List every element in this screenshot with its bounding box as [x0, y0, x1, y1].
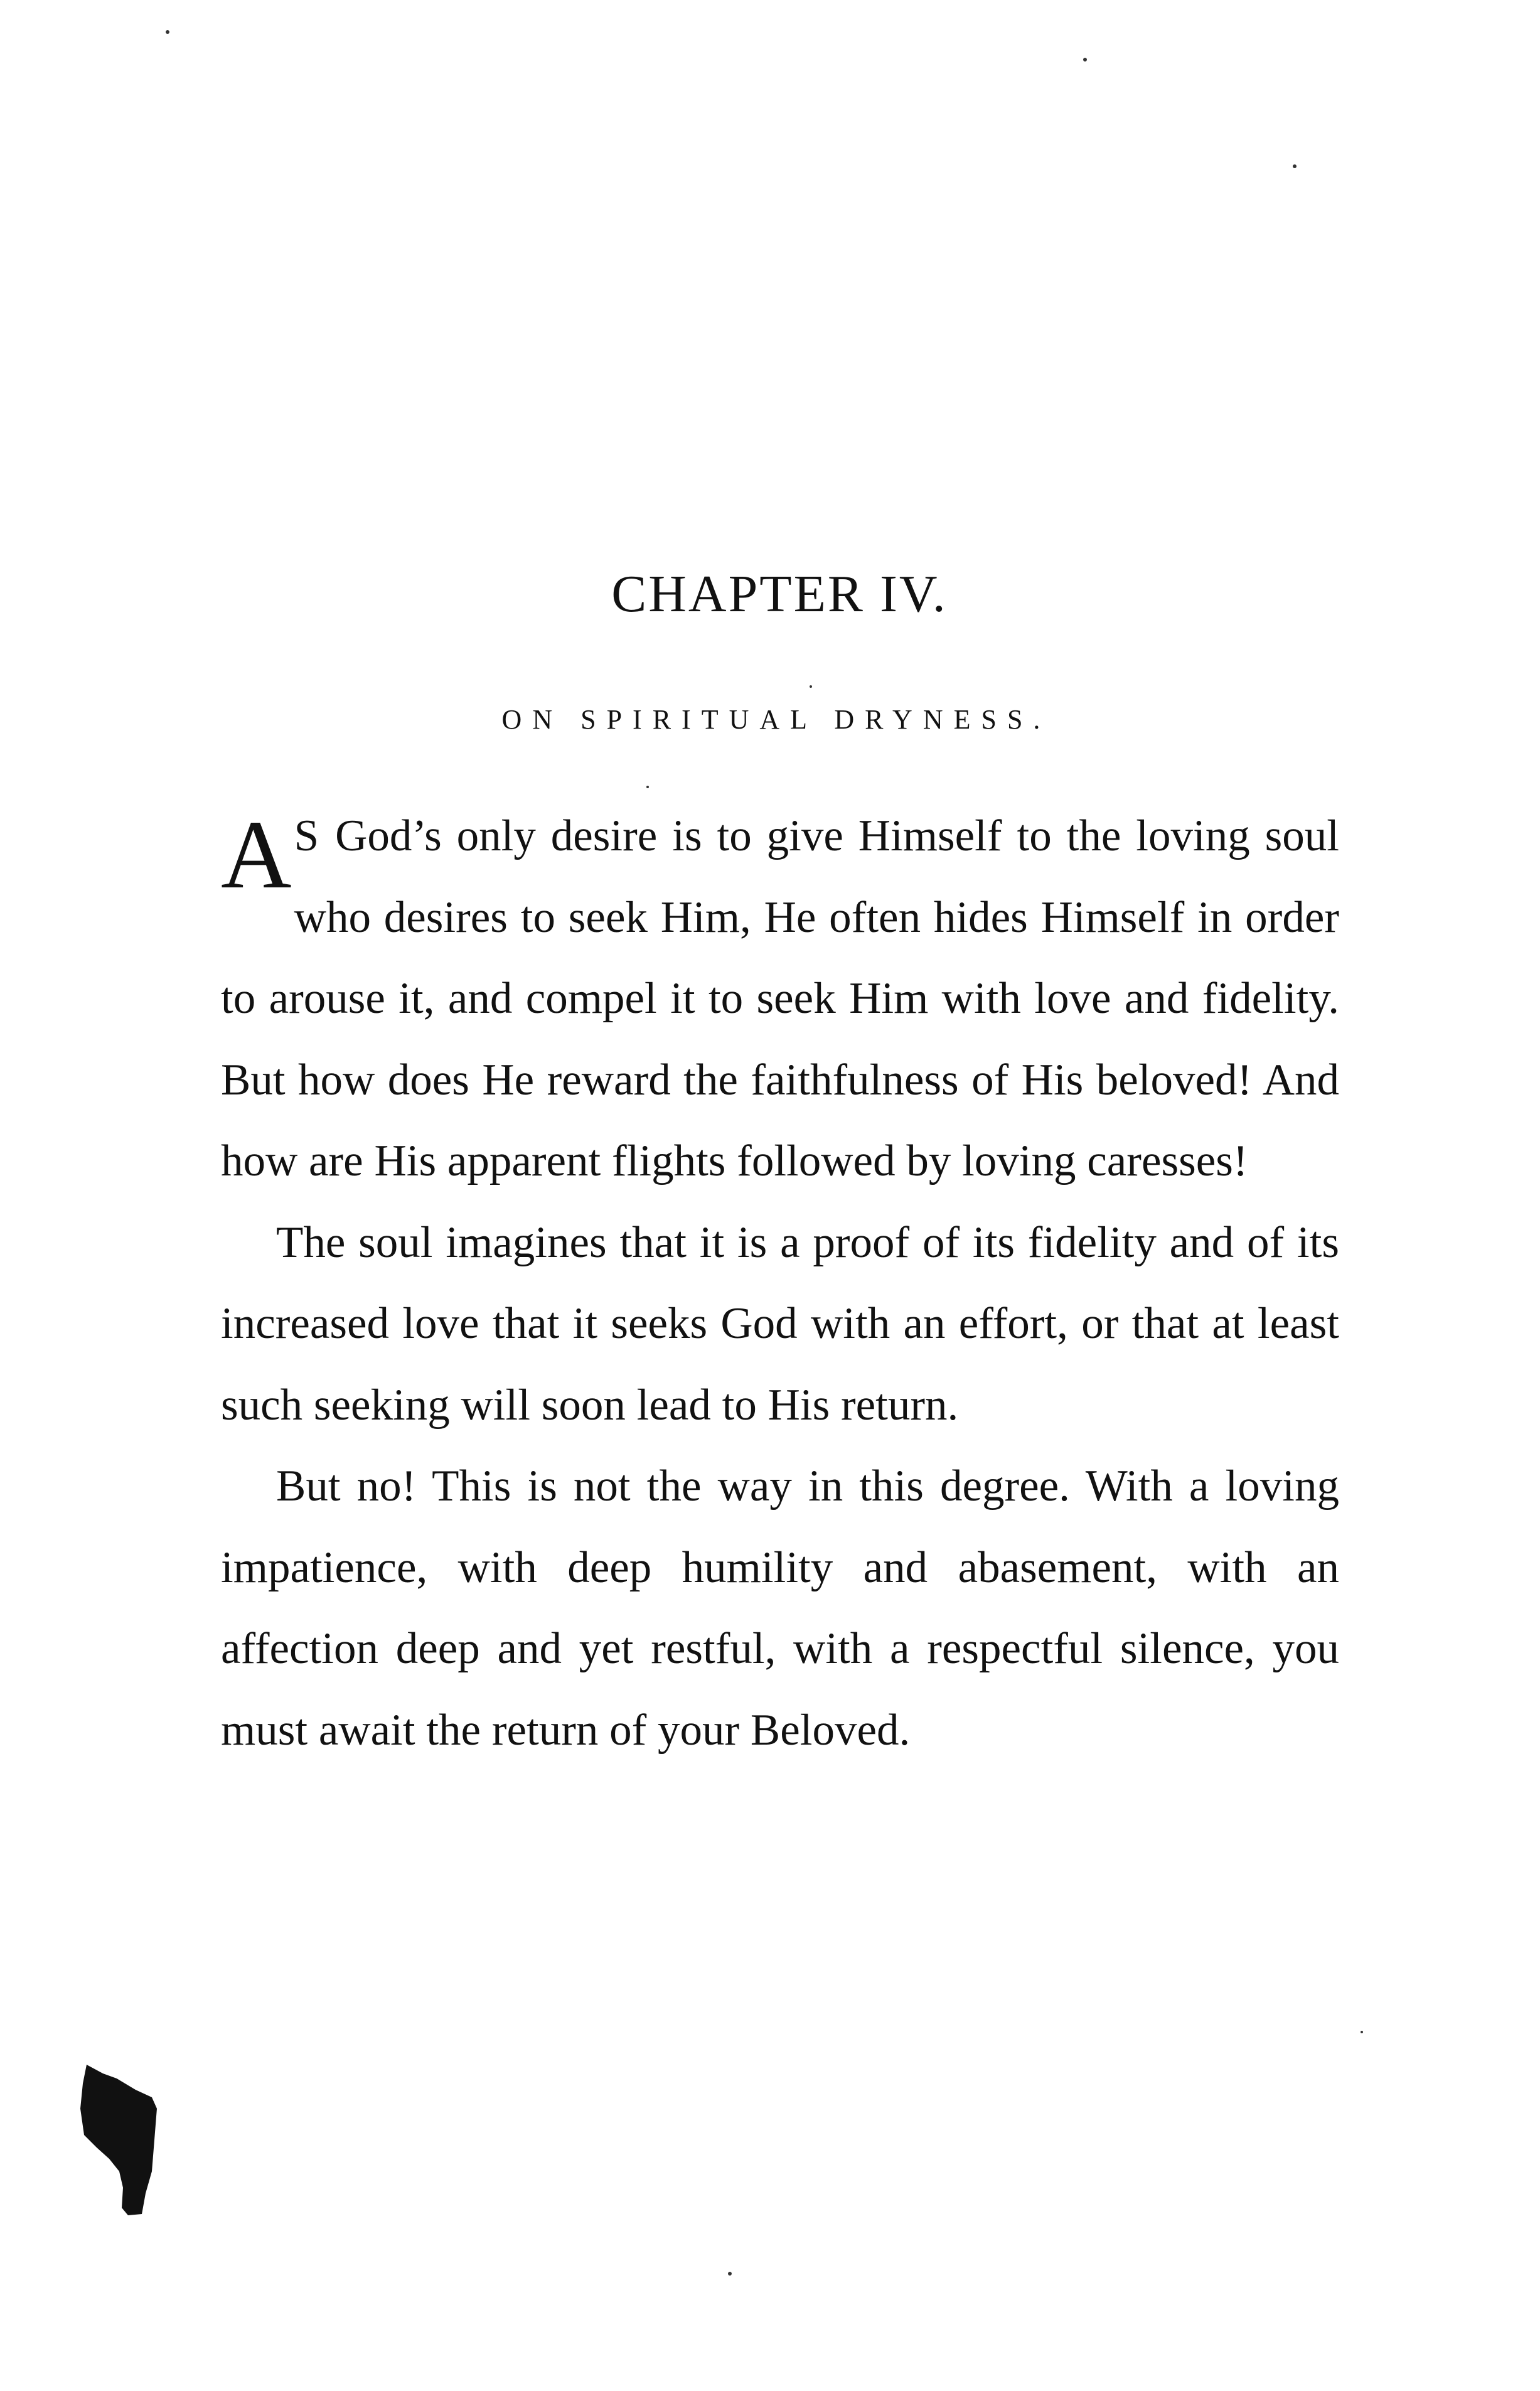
paragraph-3: But no! This is not the way in this degree. With a loving impatience, with deep humility and abasement, with an affection deep and yet restful, with a respectful silence, you must await the return of your Beloved.: [221, 1462, 1339, 1755]
page-speck: [728, 2272, 732, 2276]
paragraph-1: [221, 796, 1339, 1202]
page-speck: [166, 30, 169, 34]
drop-cap: A: [221, 800, 292, 909]
page-speck: [810, 685, 812, 688]
page-speck: [1361, 2031, 1363, 2033]
chapter-subtitle: ON SPIRITUAL DRYNESS.: [501, 704, 1051, 735]
ink-blot-mark: [78, 2065, 159, 2215]
paragraph-2: The soul imagines that it is a proof of its fidelity and of its increased love that it seeks God with an effort, or that at least such seeking will soon lead to His return.: [221, 1217, 1339, 1430]
page-speck: [646, 786, 649, 788]
page-speck: [1293, 164, 1297, 168]
paragraph-1-text: God’s only desire is to give Himself to the loving soul who desires to seek Him, He often hides Himself in order to arouse it, and compel it to seek Him with love and fidelity. But how does He reward the faithfulness of His beloved! And how are His apparent flights followed by loving caresses!: [221, 811, 1339, 1185]
page-speck: [1083, 58, 1087, 62]
chapter-title: CHAPTER IV.: [611, 565, 948, 623]
chapter-body: [221, 796, 1339, 1771]
drop-cap-tail: S: [294, 811, 321, 860]
